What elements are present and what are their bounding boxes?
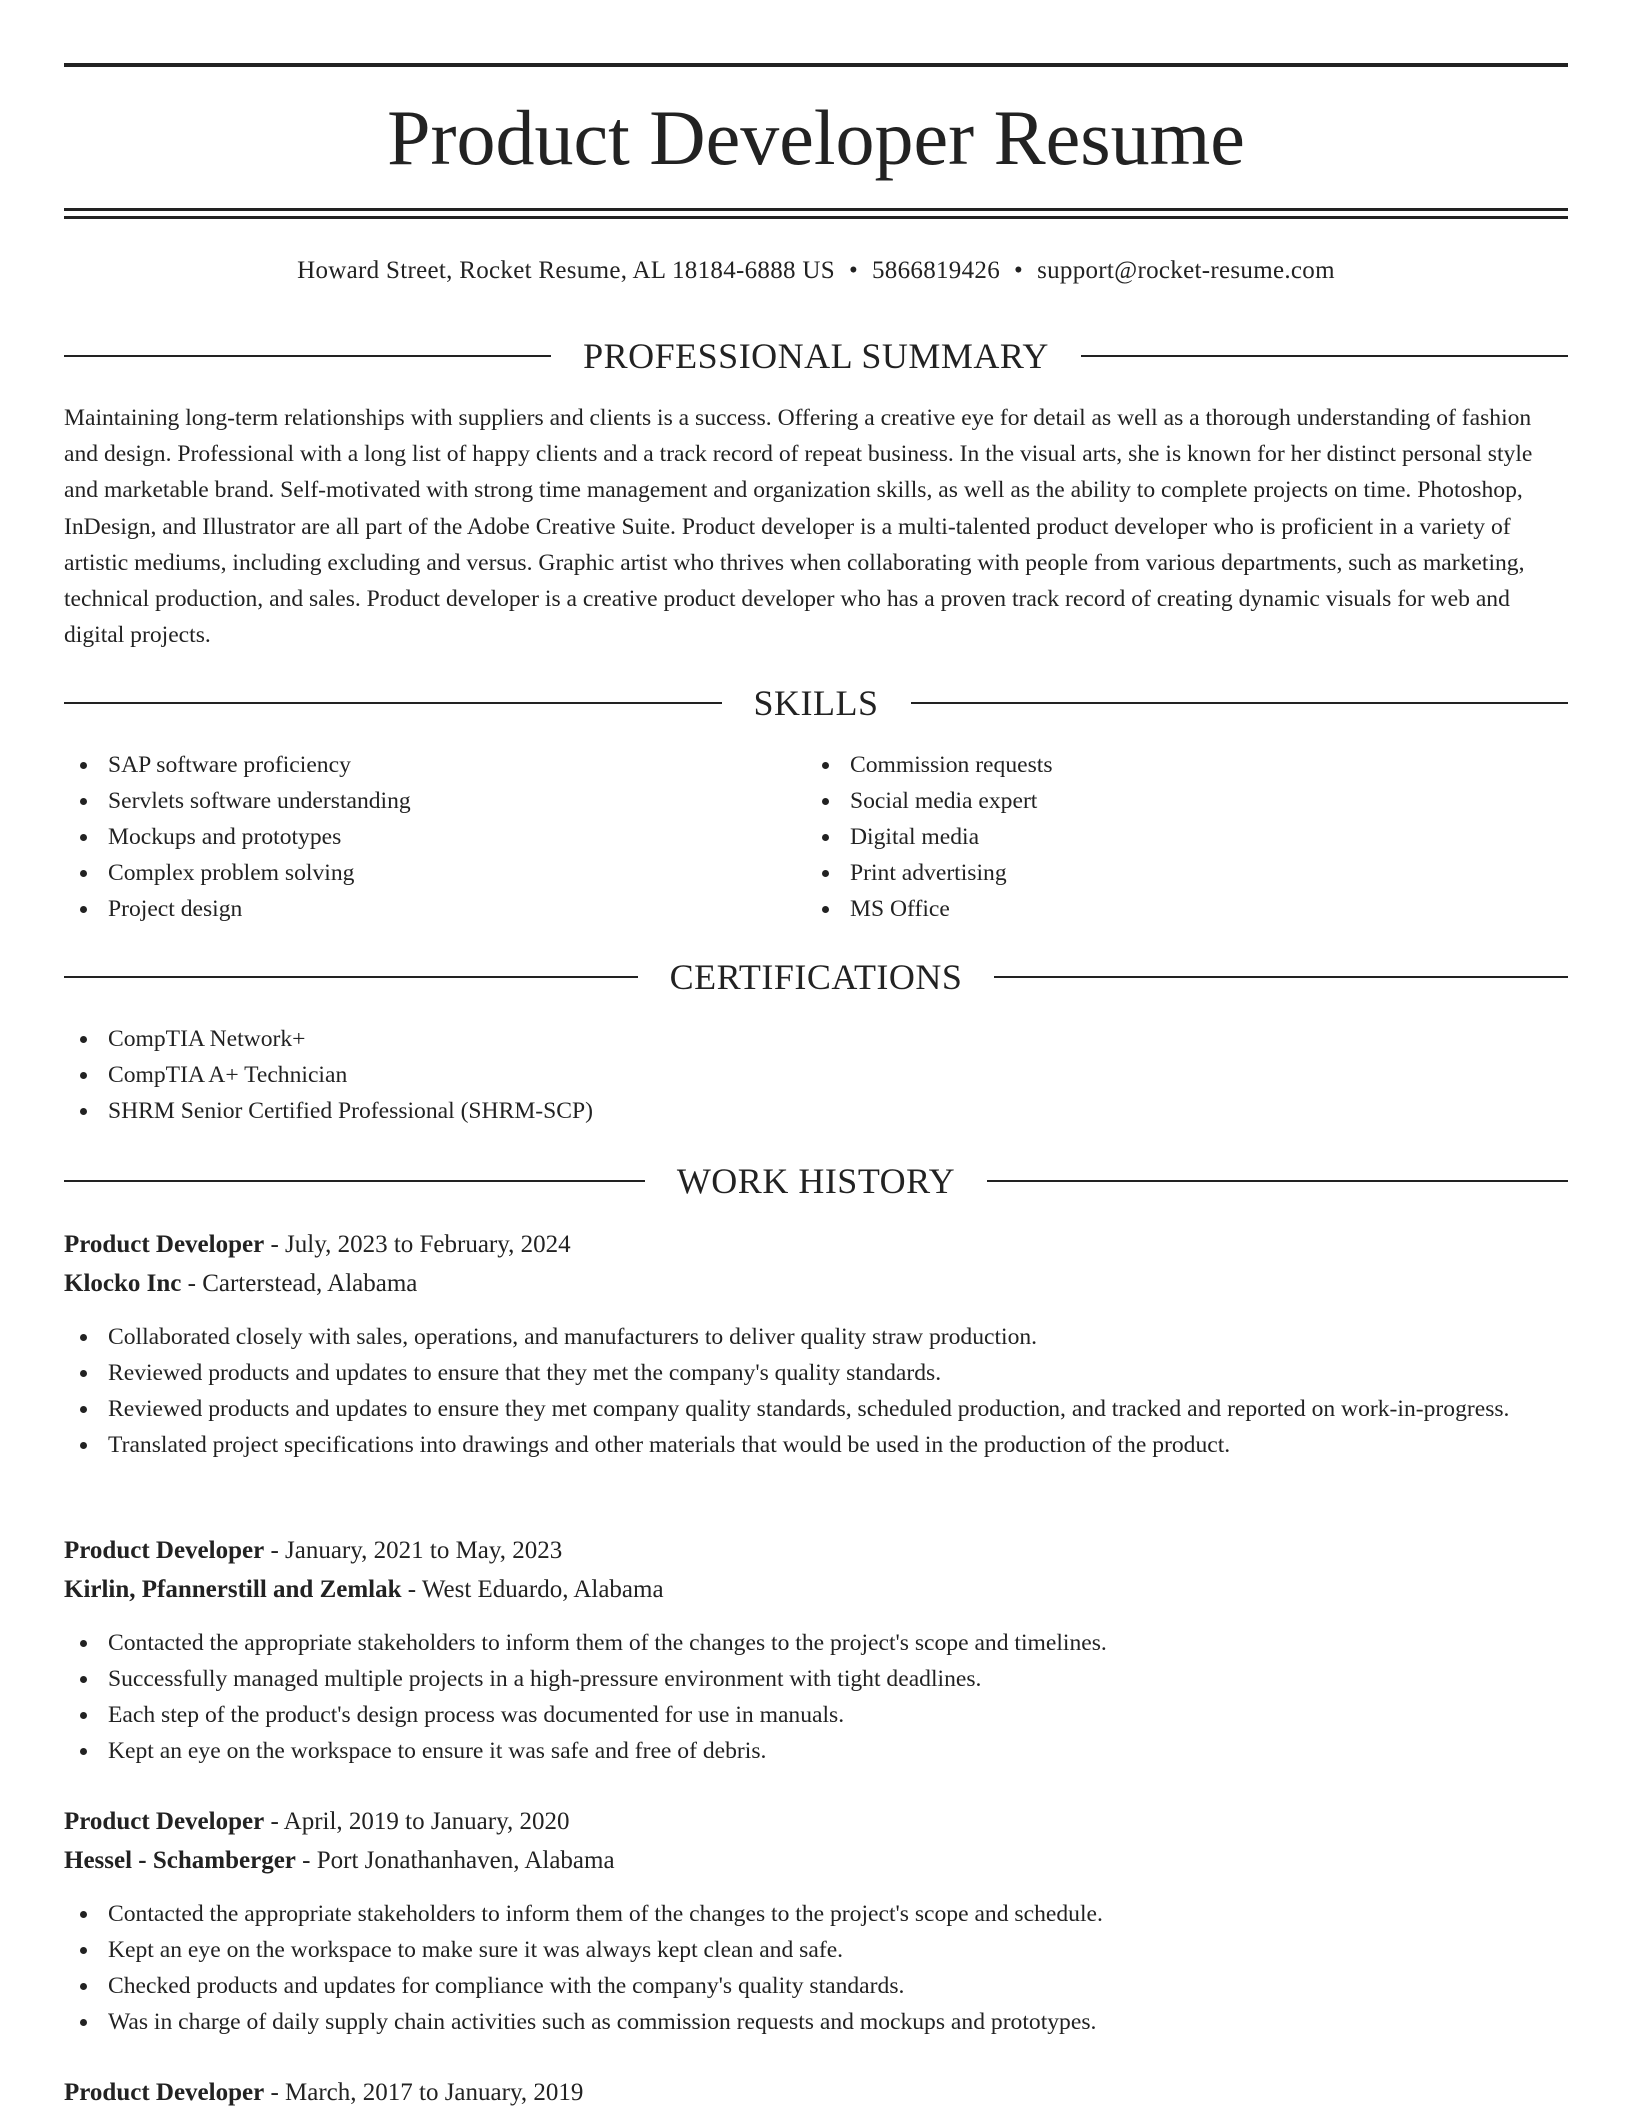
contact-separator: • — [1014, 257, 1024, 284]
heading-rule — [64, 1180, 645, 1182]
skill-item: Complex problem solving — [64, 855, 411, 891]
section-heading-label: CERTIFICATIONS — [669, 957, 963, 997]
job-bullet: Kept an eye on the workspace to ensure it was safe and free of debris. — [64, 1733, 1568, 1769]
job-title-line — [64, 1226, 1568, 1264]
job-company: Hessel - Schamberger — [64, 1847, 296, 1874]
job-dates: - January, 2021 to May, 2023 — [264, 1537, 563, 1564]
skill-item: Commission requests — [806, 747, 1053, 783]
work-history-heading — [64, 1159, 1568, 1203]
heading-rule — [1081, 355, 1568, 357]
heading-rule — [64, 702, 722, 704]
job-company: Klocko Inc — [64, 1270, 182, 1297]
job-title: Product Developer — [64, 1537, 265, 1564]
skill-item: Print advertising — [806, 855, 1053, 891]
summary-text: Maintaining long-term relationships with suppliers and clients is a success. Offering a creative eye for detail as well as a thorough understanding of fashion and design. Professional with a long list of happy clients and a track record of repeat business. In the visual arts, she is known for her distinct personal style and marketable brand. Self-motivated with strong time management and organization skills, as well as the ability to complete projects on time. Photoshop, InDesign, and Illustrator are all part of the Adobe Creative Suite. Product developer is a multi-talented product developer who is proficient in a variety of artistic mediums, including excluding and versus. Graphic artist who thrives when collaborating with people from various departments, such as marketing, technical production, and sales. Product developer is a creative product developer who has a proven track record of creating dynamic visuals for web and digital projects. — [64, 405, 1533, 649]
job-company-line — [64, 1571, 1568, 1609]
job-bullets — [64, 1896, 1568, 2040]
title-rule-upper — [64, 208, 1568, 211]
job-title: Product Developer — [64, 1231, 265, 1258]
job-entry — [64, 1803, 1568, 2040]
job-bullet: Was in charge of daily supply chain activities such as commission requests and mockups and prototypes. — [64, 2004, 1568, 2040]
job-bullet: Kept an eye on the workspace to make sure it was always kept clean and safe. — [64, 1932, 1568, 1968]
heading-rule — [64, 355, 551, 357]
job-title: Product Developer — [64, 1808, 265, 1835]
title-rule-lower — [64, 216, 1568, 219]
job-location: - Port Jonathanhaven, Alabama — [295, 1847, 615, 1874]
skills-list-left — [64, 747, 411, 927]
job-company: Kirlin, Pfannerstill and Zemlak — [64, 1576, 402, 1603]
contact-email: support@rocket-resume.com — [1037, 257, 1335, 284]
contact-address: Howard Street, Rocket Resume, AL 18184-6888 US — [297, 257, 835, 284]
job-dates: - July, 2023 to February, 2024 — [264, 1231, 571, 1258]
job-location: - Carterstead, Alabama — [181, 1270, 418, 1297]
heading-rule — [987, 1180, 1568, 1182]
job-entry — [64, 1226, 1568, 1463]
certification-item: CompTIA Network+ — [64, 1021, 593, 1057]
job-bullet: Checked products and updates for compliance with the company's quality standards. — [64, 1968, 1568, 2004]
summary-heading — [64, 334, 1568, 378]
heading-rule — [994, 976, 1568, 978]
job-bullet: Collaborated closely with sales, operations, and manufacturers to deliver quality straw production. — [64, 1319, 1568, 1355]
skill-item: Mockups and prototypes — [64, 819, 411, 855]
job-bullet: Contacted the appropriate stakeholders to inform them of the changes to the project's scope and schedule. — [64, 1896, 1568, 1932]
job-bullet: Translated project specifications into drawings and other materials that would be used in the production of the product. — [64, 1427, 1568, 1463]
heading-rule — [911, 702, 1569, 704]
resume-title: Product Developer Resume — [387, 94, 1245, 181]
skill-item: Social media expert — [806, 783, 1053, 819]
job-title-line — [64, 1803, 1568, 1841]
skills-list-right — [806, 747, 1053, 927]
skills-heading — [64, 681, 1568, 725]
contact-line — [64, 254, 1568, 288]
job-location: - West Eduardo, Alabama — [401, 1576, 664, 1603]
job-entry — [64, 2074, 1568, 2112]
certification-item: SHRM Senior Certified Professional (SHRM-SCP) — [64, 1093, 593, 1129]
top-rule — [64, 63, 1568, 67]
job-entry — [64, 1532, 1568, 1769]
job-bullet: Reviewed products and updates to ensure they met company quality standards, scheduled production, and tracked and reported on work-in-progress. — [64, 1391, 1568, 1427]
certifications-heading — [64, 955, 1568, 999]
skill-item: MS Office — [806, 891, 1053, 927]
contact-separator: • — [848, 257, 858, 284]
certifications-list — [64, 1021, 593, 1129]
section-heading-label: WORK HISTORY — [676, 1161, 956, 1201]
certification-item: CompTIA A+ Technician — [64, 1057, 593, 1093]
skill-item: Project design — [64, 891, 411, 927]
job-company-line — [64, 1265, 1568, 1303]
skill-item: SAP software proficiency — [64, 747, 411, 783]
job-bullet: Successfully managed multiple projects in a high-pressure environment with tight deadlines. — [64, 1661, 1568, 1697]
job-bullet: Reviewed products and updates to ensure that they met the company's quality standards. — [64, 1355, 1568, 1391]
job-title-line — [64, 2074, 1568, 2112]
section-heading-label: SKILLS — [753, 683, 879, 723]
job-bullets — [64, 1319, 1568, 1463]
job-dates: - March, 2017 to January, 2019 — [264, 2079, 584, 2106]
job-bullets — [64, 1625, 1568, 1769]
job-dates: - April, 2019 to January, 2020 — [264, 1808, 570, 1835]
job-bullet: Contacted the appropriate stakeholders to inform them of the changes to the project's scope and timelines. — [64, 1625, 1568, 1661]
job-company-line — [64, 1842, 1568, 1880]
job-bullet: Each step of the product's design process was documented for use in manuals. — [64, 1697, 1568, 1733]
section-heading-label: PROFESSIONAL SUMMARY — [583, 336, 1049, 376]
heading-rule — [64, 976, 638, 978]
skill-item: Servlets software understanding — [64, 783, 411, 819]
job-title: Product Developer — [64, 2079, 265, 2106]
contact-phone: 5866819426 — [872, 257, 1000, 284]
job-title-line — [64, 1532, 1568, 1570]
skill-item: Digital media — [806, 819, 1053, 855]
